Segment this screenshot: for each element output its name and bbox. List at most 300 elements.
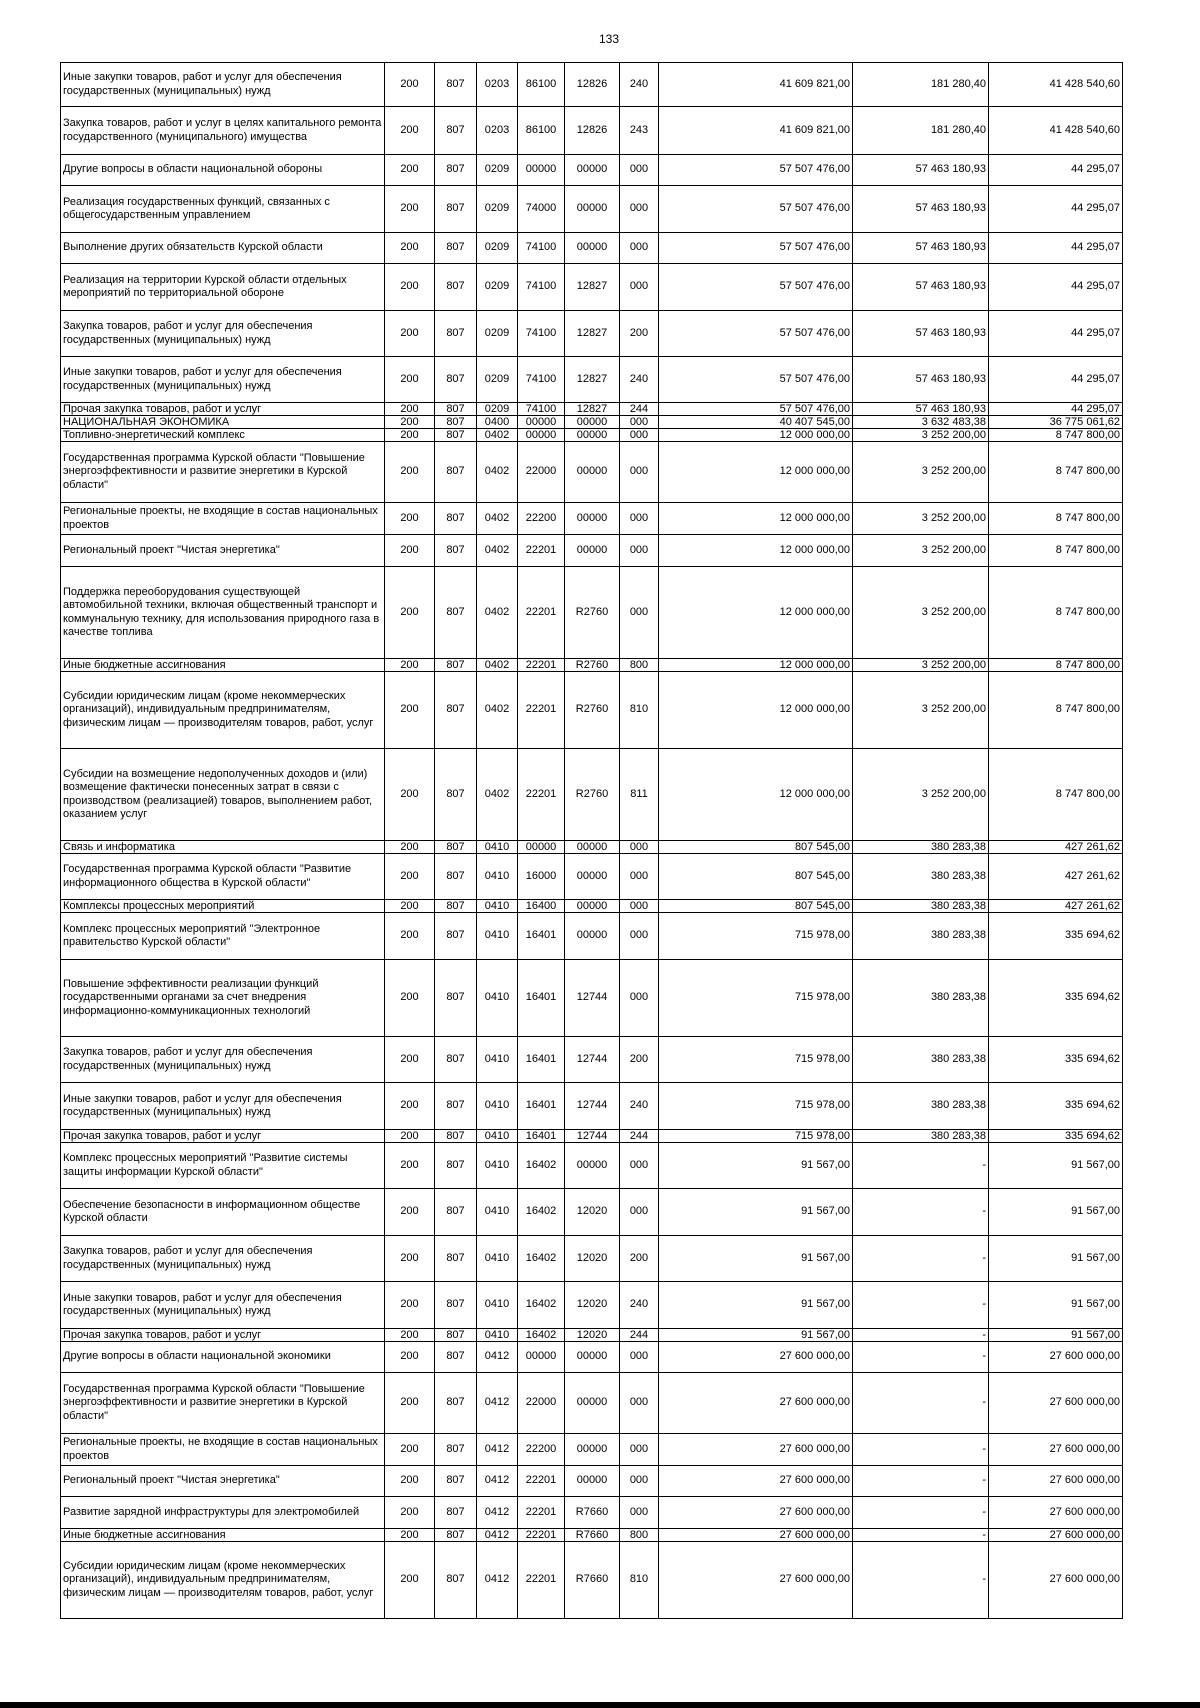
cell-direction-code: 00000	[565, 186, 620, 233]
cell-section-code: 0410	[477, 913, 518, 960]
cell-expense-type-code: 240	[620, 63, 659, 107]
cell-program-code: 74000	[518, 186, 565, 233]
cell-amount-executed: 380 283,38	[853, 1083, 989, 1130]
cell-department-code: 807	[435, 960, 477, 1037]
cell-direction-code: 12020	[565, 1282, 620, 1329]
cell-admin-code: 200	[385, 233, 435, 264]
cell-name: Другие вопросы в области национальной обороны	[61, 155, 385, 186]
table-row	[61, 416, 1123, 429]
cell-direction-code: R2760	[565, 672, 620, 749]
cell-amount-executed: -	[853, 1236, 989, 1282]
cell-amount-remaining: 8 747 800,00	[989, 442, 1123, 503]
cell-amount-remaining: 91 567,00	[989, 1236, 1123, 1282]
cell-section-code: 0412	[477, 1342, 518, 1373]
cell-amount-approved: 27 600 000,00	[659, 1542, 853, 1619]
cell-admin-code: 200	[385, 503, 435, 535]
cell-admin-code: 200	[385, 913, 435, 960]
cell-expense-type-code: 000	[620, 900, 659, 913]
cell-expense-type-code: 000	[620, 960, 659, 1037]
cell-direction-code: R7660	[565, 1529, 620, 1542]
cell-amount-executed: 3 252 200,00	[853, 503, 989, 535]
cell-direction-code: R7660	[565, 1497, 620, 1529]
cell-expense-type-code: 000	[620, 264, 659, 311]
cell-amount-approved: 12 000 000,00	[659, 535, 853, 567]
cell-amount-remaining: 427 261,62	[989, 900, 1123, 913]
cell-department-code: 807	[435, 1342, 477, 1373]
cell-name: Закупка товаров, работ и услуг для обеспечения государственных (муниципальных) нужд	[61, 1236, 385, 1282]
cell-name: Связь и информатика	[61, 841, 385, 854]
cell-amount-approved: 12 000 000,00	[659, 503, 853, 535]
cell-name: Государственная программа Курской области "Повышение энергоэффективности и развитие энергетики в Курской области"	[61, 442, 385, 503]
cell-admin-code: 200	[385, 1189, 435, 1236]
cell-amount-executed: -	[853, 1329, 989, 1342]
cell-program-code: 00000	[518, 1342, 565, 1373]
cell-amount-approved: 807 545,00	[659, 841, 853, 854]
table-row	[61, 1037, 1123, 1083]
cell-direction-code: 12744	[565, 1037, 620, 1083]
cell-name: Иные закупки товаров, работ и услуг для обеспечения государственных (муниципальных) нужд	[61, 1083, 385, 1130]
cell-section-code: 0410	[477, 1236, 518, 1282]
cell-admin-code: 200	[385, 749, 435, 841]
cell-direction-code: R2760	[565, 567, 620, 659]
cell-name: Региональные проекты, не входящие в состав национальных проектов	[61, 1434, 385, 1466]
cell-program-code: 00000	[518, 841, 565, 854]
cell-name: Иные закупки товаров, работ и услуг для обеспечения государственных (муниципальных) нужд	[61, 1282, 385, 1329]
cell-department-code: 807	[435, 1130, 477, 1143]
cell-direction-code: 00000	[565, 1466, 620, 1497]
cell-section-code: 0410	[477, 1282, 518, 1329]
cell-amount-executed: 380 283,38	[853, 960, 989, 1037]
cell-department-code: 807	[435, 900, 477, 913]
cell-direction-code: 12827	[565, 311, 620, 357]
cell-amount-remaining: 27 600 000,00	[989, 1434, 1123, 1466]
cell-expense-type-code: 244	[620, 1130, 659, 1143]
table-row	[61, 503, 1123, 535]
cell-amount-executed: 3 252 200,00	[853, 672, 989, 749]
cell-amount-executed: -	[853, 1466, 989, 1497]
cell-section-code: 0410	[477, 900, 518, 913]
cell-name: Иные закупки товаров, работ и услуг для обеспечения государственных (муниципальных) нужд	[61, 63, 385, 107]
cell-name: Государственная программа Курской области "Развитие информационного общества в Курской области"	[61, 854, 385, 900]
cell-section-code: 0209	[477, 155, 518, 186]
table-row	[61, 357, 1123, 403]
cell-direction-code: 12744	[565, 1083, 620, 1130]
cell-expense-type-code: 000	[620, 854, 659, 900]
table-row	[61, 900, 1123, 913]
cell-amount-executed: 57 463 180,93	[853, 186, 989, 233]
cell-amount-executed: 3 252 200,00	[853, 567, 989, 659]
cell-amount-remaining: 41 428 540,60	[989, 107, 1123, 155]
cell-amount-executed: 181 280,40	[853, 107, 989, 155]
cell-admin-code: 200	[385, 659, 435, 672]
cell-admin-code: 200	[385, 535, 435, 567]
cell-amount-approved: 57 507 476,00	[659, 357, 853, 403]
cell-name: Прочая закупка товаров, работ и услуг	[61, 1130, 385, 1143]
cell-amount-approved: 715 978,00	[659, 1037, 853, 1083]
cell-amount-remaining: 44 295,07	[989, 403, 1123, 416]
cell-amount-executed: 3 252 200,00	[853, 535, 989, 567]
cell-admin-code: 200	[385, 155, 435, 186]
table-row	[61, 960, 1123, 1037]
cell-amount-executed: -	[853, 1373, 989, 1434]
cell-direction-code: 00000	[565, 1342, 620, 1373]
cell-program-code: 00000	[518, 416, 565, 429]
cell-department-code: 807	[435, 1542, 477, 1619]
cell-admin-code: 200	[385, 1143, 435, 1189]
cell-expense-type-code: 200	[620, 1236, 659, 1282]
cell-amount-approved: 91 567,00	[659, 1282, 853, 1329]
cell-admin-code: 200	[385, 311, 435, 357]
cell-program-code: 22201	[518, 1529, 565, 1542]
cell-amount-remaining: 27 600 000,00	[989, 1342, 1123, 1373]
cell-department-code: 807	[435, 429, 477, 442]
cell-expense-type-code: 240	[620, 1282, 659, 1329]
cell-amount-executed: 3 632 483,38	[853, 416, 989, 429]
cell-program-code: 22201	[518, 535, 565, 567]
cell-section-code: 0402	[477, 659, 518, 672]
cell-section-code: 0203	[477, 63, 518, 107]
cell-expense-type-code: 000	[620, 1466, 659, 1497]
table-row	[61, 1083, 1123, 1130]
cell-amount-remaining: 91 567,00	[989, 1189, 1123, 1236]
cell-direction-code: R7660	[565, 1542, 620, 1619]
cell-program-code: 16000	[518, 854, 565, 900]
cell-section-code: 0412	[477, 1373, 518, 1434]
table-row	[61, 913, 1123, 960]
cell-name: Иные бюджетные ассигнования	[61, 1529, 385, 1542]
cell-program-code: 22201	[518, 749, 565, 841]
cell-admin-code: 200	[385, 416, 435, 429]
cell-expense-type-code: 000	[620, 1373, 659, 1434]
cell-expense-type-code: 000	[620, 1189, 659, 1236]
cell-program-code: 16402	[518, 1236, 565, 1282]
cell-direction-code: 12744	[565, 960, 620, 1037]
cell-section-code: 0410	[477, 1037, 518, 1083]
cell-amount-remaining: 335 694,62	[989, 913, 1123, 960]
cell-expense-type-code: 000	[620, 1143, 659, 1189]
cell-amount-executed: -	[853, 1497, 989, 1529]
cell-expense-type-code: 000	[620, 503, 659, 535]
cell-admin-code: 200	[385, 1434, 435, 1466]
cell-program-code: 22201	[518, 659, 565, 672]
cell-direction-code: 00000	[565, 1373, 620, 1434]
cell-name: Комплекс процессных мероприятий "Электронное правительство Курской области"	[61, 913, 385, 960]
cell-admin-code: 200	[385, 264, 435, 311]
cell-direction-code: 00000	[565, 442, 620, 503]
cell-direction-code: 12827	[565, 264, 620, 311]
table-row	[61, 63, 1123, 107]
cell-amount-approved: 57 507 476,00	[659, 311, 853, 357]
cell-admin-code: 200	[385, 1130, 435, 1143]
cell-amount-approved: 91 567,00	[659, 1189, 853, 1236]
cell-expense-type-code: 000	[620, 155, 659, 186]
cell-admin-code: 200	[385, 1466, 435, 1497]
cell-amount-approved: 12 000 000,00	[659, 429, 853, 442]
cell-section-code: 0402	[477, 442, 518, 503]
table-row	[61, 1373, 1123, 1434]
cell-expense-type-code: 244	[620, 1329, 659, 1342]
cell-program-code: 16402	[518, 1189, 565, 1236]
cell-section-code: 0410	[477, 1189, 518, 1236]
cell-amount-remaining: 8 747 800,00	[989, 659, 1123, 672]
cell-amount-remaining: 91 567,00	[989, 1329, 1123, 1342]
cell-program-code: 16400	[518, 900, 565, 913]
cell-department-code: 807	[435, 1189, 477, 1236]
cell-direction-code: 12020	[565, 1189, 620, 1236]
table-row	[61, 233, 1123, 264]
cell-department-code: 807	[435, 749, 477, 841]
cell-amount-approved: 40 407 545,00	[659, 416, 853, 429]
cell-amount-approved: 57 507 476,00	[659, 403, 853, 416]
table-row	[61, 403, 1123, 416]
cell-amount-approved: 57 507 476,00	[659, 264, 853, 311]
table-row	[61, 186, 1123, 233]
cell-amount-approved: 91 567,00	[659, 1143, 853, 1189]
cell-name: Прочая закупка товаров, работ и услуг	[61, 1329, 385, 1342]
cell-expense-type-code: 800	[620, 659, 659, 672]
cell-department-code: 807	[435, 107, 477, 155]
table-row	[61, 1130, 1123, 1143]
cell-name: Государственная программа Курской области "Повышение энергоэффективности и развитие энергетики в Курской области"	[61, 1373, 385, 1434]
cell-expense-type-code: 000	[620, 442, 659, 503]
cell-amount-remaining: 27 600 000,00	[989, 1373, 1123, 1434]
cell-amount-executed: 181 280,40	[853, 63, 989, 107]
cell-department-code: 807	[435, 1497, 477, 1529]
cell-amount-executed: 3 252 200,00	[853, 749, 989, 841]
cell-expense-type-code: 000	[620, 233, 659, 264]
cell-section-code: 0209	[477, 403, 518, 416]
cell-department-code: 807	[435, 1236, 477, 1282]
cell-amount-remaining: 27 600 000,00	[989, 1466, 1123, 1497]
cell-expense-type-code: 000	[620, 567, 659, 659]
cell-amount-remaining: 27 600 000,00	[989, 1542, 1123, 1619]
cell-name: Региональные проекты, не входящие в состав национальных проектов	[61, 503, 385, 535]
cell-section-code: 0402	[477, 503, 518, 535]
cell-department-code: 807	[435, 503, 477, 535]
cell-amount-executed: 3 252 200,00	[853, 659, 989, 672]
cell-name: Топливно-энергетический комплекс	[61, 429, 385, 442]
cell-amount-approved: 27 600 000,00	[659, 1373, 853, 1434]
cell-amount-remaining: 44 295,07	[989, 155, 1123, 186]
cell-department-code: 807	[435, 1434, 477, 1466]
cell-section-code: 0410	[477, 1130, 518, 1143]
cell-department-code: 807	[435, 311, 477, 357]
cell-name: Субсидии юридическим лицам (кроме некоммерческих организаций), индивидуальным предпринимателям, физическим лицам — производителям товаров, работ, услуг	[61, 1542, 385, 1619]
cell-section-code: 0412	[477, 1466, 518, 1497]
cell-amount-approved: 715 978,00	[659, 1083, 853, 1130]
cell-section-code: 0410	[477, 1083, 518, 1130]
cell-name: Иные закупки товаров, работ и услуг для обеспечения государственных (муниципальных) нужд	[61, 357, 385, 403]
cell-amount-remaining: 8 747 800,00	[989, 429, 1123, 442]
cell-name: Закупка товаров, работ и услуг для обеспечения государственных (муниципальных) нужд	[61, 1037, 385, 1083]
cell-program-code: 22201	[518, 567, 565, 659]
cell-amount-approved: 57 507 476,00	[659, 186, 853, 233]
cell-section-code: 0410	[477, 841, 518, 854]
cell-program-code: 16402	[518, 1329, 565, 1342]
table-row	[61, 841, 1123, 854]
cell-department-code: 807	[435, 1143, 477, 1189]
cell-amount-approved: 12 000 000,00	[659, 442, 853, 503]
cell-amount-remaining: 8 747 800,00	[989, 567, 1123, 659]
cell-name: Обеспечение безопасности в информационном обществе Курской области	[61, 1189, 385, 1236]
cell-name: Реализация на территории Курской области отдельных мероприятий по территориальной обороне	[61, 264, 385, 311]
cell-program-code: 16401	[518, 1083, 565, 1130]
cell-department-code: 807	[435, 233, 477, 264]
cell-program-code: 16401	[518, 1037, 565, 1083]
cell-admin-code: 200	[385, 63, 435, 107]
cell-amount-approved: 57 507 476,00	[659, 155, 853, 186]
cell-admin-code: 200	[385, 1373, 435, 1434]
cell-department-code: 807	[435, 913, 477, 960]
cell-department-code: 807	[435, 1373, 477, 1434]
cell-program-code: 22000	[518, 1373, 565, 1434]
cell-program-code: 86100	[518, 107, 565, 155]
cell-direction-code: R2760	[565, 659, 620, 672]
cell-name: Прочая закупка товаров, работ и услуг	[61, 403, 385, 416]
cell-amount-remaining: 427 261,62	[989, 841, 1123, 854]
cell-expense-type-code: 000	[620, 1434, 659, 1466]
table-row	[61, 854, 1123, 900]
cell-amount-executed: -	[853, 1529, 989, 1542]
cell-program-code: 86100	[518, 63, 565, 107]
cell-name: Субсидии на возмещение недополученных доходов и (или) возмещение фактически понесенных затрат в связи с производством (реализацией) товаров, выполнением работ, оказанием услуг	[61, 749, 385, 841]
table-row	[61, 155, 1123, 186]
cell-direction-code: 12020	[565, 1329, 620, 1342]
cell-department-code: 807	[435, 1037, 477, 1083]
cell-name: Закупка товаров, работ и услуг в целях капитального ремонта государственного (муниципального) имущества	[61, 107, 385, 155]
cell-amount-approved: 27 600 000,00	[659, 1466, 853, 1497]
cell-direction-code: 12827	[565, 357, 620, 403]
cell-admin-code: 200	[385, 960, 435, 1037]
cell-expense-type-code: 810	[620, 1542, 659, 1619]
cell-admin-code: 200	[385, 1497, 435, 1529]
cell-expense-type-code: 811	[620, 749, 659, 841]
cell-direction-code: 12744	[565, 1130, 620, 1143]
cell-amount-approved: 12 000 000,00	[659, 567, 853, 659]
cell-expense-type-code: 000	[620, 841, 659, 854]
cell-admin-code: 200	[385, 1329, 435, 1342]
cell-section-code: 0402	[477, 535, 518, 567]
table-row	[61, 1466, 1123, 1497]
cell-expense-type-code: 000	[620, 1497, 659, 1529]
cell-section-code: 0402	[477, 672, 518, 749]
cell-expense-type-code: 240	[620, 357, 659, 403]
cell-name: Закупка товаров, работ и услуг для обеспечения государственных (муниципальных) нужд	[61, 311, 385, 357]
cell-admin-code: 200	[385, 567, 435, 659]
cell-program-code: 16401	[518, 960, 565, 1037]
cell-admin-code: 200	[385, 429, 435, 442]
page-number: 133	[598, 32, 620, 46]
table-row	[61, 749, 1123, 841]
cell-expense-type-code: 243	[620, 107, 659, 155]
cell-section-code: 0209	[477, 186, 518, 233]
cell-admin-code: 200	[385, 186, 435, 233]
cell-name: Региональный проект "Чистая энергетика"	[61, 535, 385, 567]
cell-department-code: 807	[435, 1083, 477, 1130]
cell-amount-remaining: 44 295,07	[989, 357, 1123, 403]
cell-amount-executed: 57 463 180,93	[853, 264, 989, 311]
cell-amount-executed: -	[853, 1143, 989, 1189]
cell-amount-approved: 807 545,00	[659, 900, 853, 913]
cell-amount-approved: 12 000 000,00	[659, 749, 853, 841]
cell-amount-executed: 380 283,38	[853, 900, 989, 913]
cell-program-code: 22200	[518, 1434, 565, 1466]
cell-program-code: 22201	[518, 1497, 565, 1529]
cell-admin-code: 200	[385, 1529, 435, 1542]
cell-program-code: 22201	[518, 1542, 565, 1619]
cell-section-code: 0402	[477, 429, 518, 442]
cell-program-code: 22201	[518, 1466, 565, 1497]
cell-amount-approved: 41 609 821,00	[659, 63, 853, 107]
table-row	[61, 1329, 1123, 1342]
cell-amount-executed: -	[853, 1282, 989, 1329]
cell-amount-executed: 380 283,38	[853, 854, 989, 900]
cell-amount-remaining: 91 567,00	[989, 1143, 1123, 1189]
cell-section-code: 0209	[477, 357, 518, 403]
table-row	[61, 535, 1123, 567]
cell-admin-code: 200	[385, 841, 435, 854]
cell-direction-code: 00000	[565, 416, 620, 429]
cell-amount-approved: 12 000 000,00	[659, 659, 853, 672]
cell-program-code: 74100	[518, 357, 565, 403]
cell-expense-type-code: 810	[620, 672, 659, 749]
table-row	[61, 429, 1123, 442]
cell-admin-code: 200	[385, 357, 435, 403]
cell-name: Региональный проект "Чистая энергетика"	[61, 1466, 385, 1497]
cell-department-code: 807	[435, 1529, 477, 1542]
cell-amount-remaining: 36 775 061,62	[989, 416, 1123, 429]
cell-program-code: 16402	[518, 1143, 565, 1189]
cell-name: Повышение эффективности реализации функций государственными органами за счет внедрения информационно-коммуникационных технологий	[61, 960, 385, 1037]
cell-name: Субсидии юридическим лицам (кроме некоммерческих организаций), индивидуальным предпринимателям, физическим лицам — производителям товаров, работ, услуг	[61, 672, 385, 749]
cell-section-code: 0410	[477, 960, 518, 1037]
cell-department-code: 807	[435, 442, 477, 503]
cell-amount-executed: 57 463 180,93	[853, 233, 989, 264]
cell-amount-approved: 715 978,00	[659, 1130, 853, 1143]
cell-section-code: 0402	[477, 749, 518, 841]
table-row	[61, 1282, 1123, 1329]
table-row	[61, 1529, 1123, 1542]
cell-name: Выполнение других обязательств Курской области	[61, 233, 385, 264]
cell-department-code: 807	[435, 1329, 477, 1342]
cell-direction-code: 00000	[565, 841, 620, 854]
cell-program-code: 22201	[518, 672, 565, 749]
cell-expense-type-code: 200	[620, 311, 659, 357]
cell-section-code: 0203	[477, 107, 518, 155]
cell-amount-remaining: 44 295,07	[989, 233, 1123, 264]
cell-department-code: 807	[435, 535, 477, 567]
cell-admin-code: 200	[385, 1282, 435, 1329]
cell-name: Реализация государственных функций, связанных с общегосударственным управлением	[61, 186, 385, 233]
cell-program-code: 00000	[518, 429, 565, 442]
cell-direction-code: 00000	[565, 429, 620, 442]
cell-admin-code: 200	[385, 1342, 435, 1373]
table-row	[61, 264, 1123, 311]
cell-department-code: 807	[435, 357, 477, 403]
cell-direction-code: 12826	[565, 63, 620, 107]
cell-direction-code: R2760	[565, 749, 620, 841]
cell-amount-approved: 41 609 821,00	[659, 107, 853, 155]
cell-department-code: 807	[435, 155, 477, 186]
cell-program-code: 16401	[518, 913, 565, 960]
cell-department-code: 807	[435, 659, 477, 672]
cell-amount-approved: 27 600 000,00	[659, 1434, 853, 1466]
cell-department-code: 807	[435, 854, 477, 900]
cell-amount-remaining: 44 295,07	[989, 264, 1123, 311]
cell-expense-type-code: 244	[620, 403, 659, 416]
cell-amount-remaining: 27 600 000,00	[989, 1529, 1123, 1542]
cell-section-code: 0412	[477, 1434, 518, 1466]
